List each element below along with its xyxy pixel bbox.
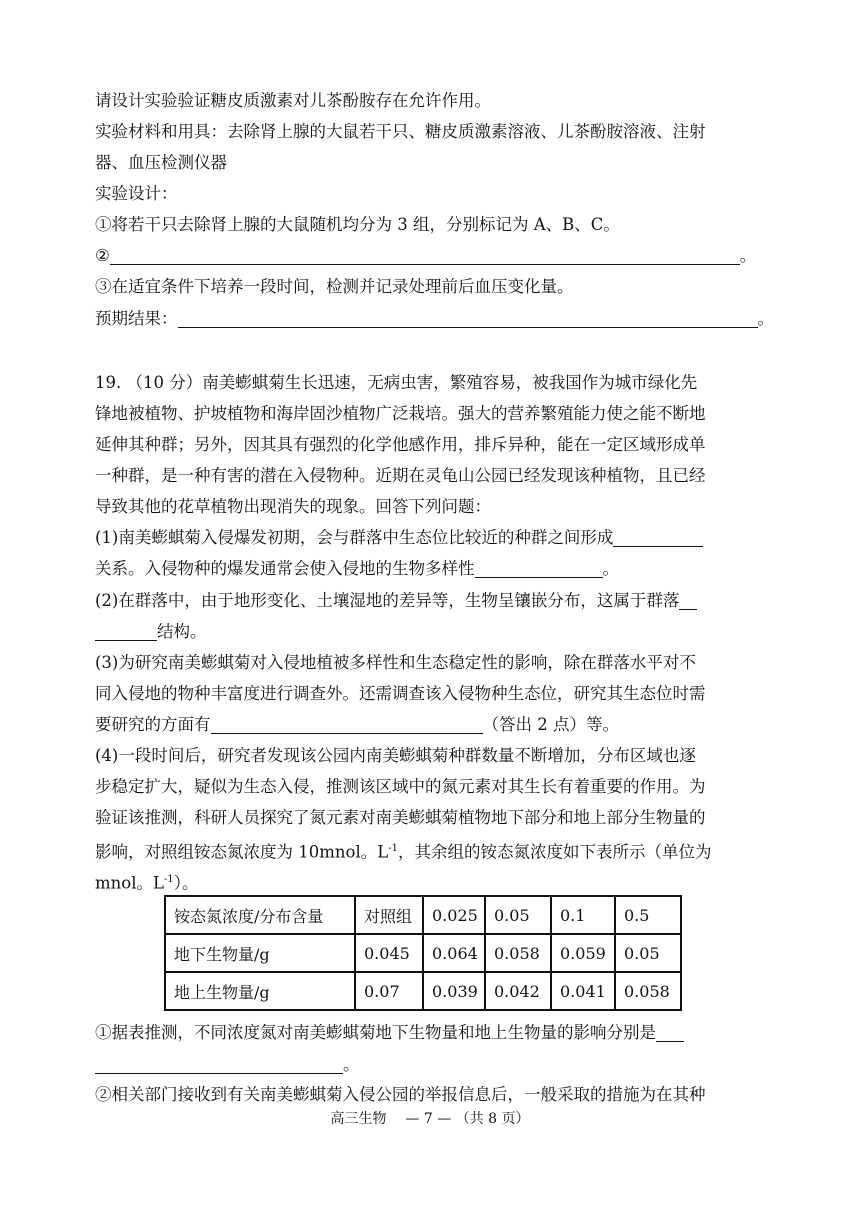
table-cell: 0.059 <box>551 934 615 972</box>
header-cell: 对照组 <box>355 896 423 934</box>
text-line <box>95 152 227 174</box>
text-line <box>95 527 703 549</box>
answer-blank[interactable] <box>178 310 758 328</box>
text-line <box>95 807 706 829</box>
text: 一种群，是一种有害的潜在入侵物种。近期在灵龟山公园已经发现该种植物，且已经 <box>95 466 706 485</box>
table-cell: 0.07 <box>355 972 423 1010</box>
header-cell: 铵态氮浓度/分布含量 <box>165 896 355 934</box>
text: (2)在群落中，由于地形变化、土壤湿地的差异等，生物呈镶嵌分布，这属于群落 <box>95 591 680 610</box>
text-line <box>95 621 207 643</box>
text: （答出 2 点）等。 <box>482 715 619 734</box>
text-line <box>95 308 774 330</box>
text: 。 <box>757 309 774 328</box>
text: 验证该推测，科研人员探究了氮元素对南美蟛蜞菊植物地下部分和地上部分生物量的 <box>95 808 706 827</box>
text: 要研究的方面有 <box>95 715 211 734</box>
text-line <box>95 683 706 705</box>
table-cell: 0.05 <box>615 934 681 972</box>
text: ③在适宜条件下培养一段时间，检测并记录处理前后血压变化量。 <box>95 277 574 296</box>
text: 同入侵地的物种丰富度进行调查外。还需调查该入侵物种生态位，研究其生态位时需 <box>95 684 706 703</box>
text-line <box>95 183 178 205</box>
text: 。 <box>602 559 619 578</box>
text: mnol。L <box>95 873 164 893</box>
text-line <box>95 245 756 267</box>
page-footer <box>0 1108 860 1128</box>
answer-blank[interactable] <box>613 529 703 547</box>
text: ）。 <box>173 873 199 893</box>
question-19-line <box>95 372 697 394</box>
row-label: 地上生物量/g <box>165 972 355 1010</box>
text: 步稳定扩大，疑似为生态入侵，推测该区域中的氮元素对其生长有着重要的作用。为 <box>95 777 706 796</box>
text: 影响，对照组铵态氮浓度为 10mnol。L <box>95 842 389 862</box>
text: ①据表推测，不同浓度氮对南美蟛蜞菊地下生物量和地上生物量的影响分别是 <box>95 1023 656 1042</box>
text-line <box>95 558 619 580</box>
answer-blank[interactable] <box>110 247 740 265</box>
text: 结构。 <box>157 622 207 641</box>
step-marker: ② <box>95 246 110 265</box>
text: 实验材料和用具：去除肾上腺的大鼠若干只、糖皮质激素溶液、儿茶酚胺溶液、注射 <box>95 122 706 141</box>
table-cell: 0.045 <box>355 934 423 972</box>
text: (3)为研究南美蟛蜞菊对入侵地植被多样性和生态稳定性的影响，除在群落水平对不 <box>95 653 696 672</box>
header-cell: 0.1 <box>551 896 615 934</box>
text-line <box>95 1054 360 1076</box>
text-line <box>95 776 706 798</box>
table-cell: 0.041 <box>551 972 615 1010</box>
total-pages: （共 8 页） <box>455 1111 530 1127</box>
text: 实验设计： <box>95 184 178 203</box>
header-cell: 0.025 <box>423 896 485 934</box>
text: 19. （10 分）南美蟛蜞菊生长迅速，无病虫害，繁殖容易，被我国作为城市绿化先 <box>95 373 698 392</box>
answer-blank[interactable] <box>95 623 157 641</box>
text-line <box>95 838 711 864</box>
text: 。 <box>739 246 757 265</box>
text-line <box>95 276 574 298</box>
text: 导致其他的花草植物出现消失的现象。回答下列问题： <box>95 497 491 516</box>
text-line <box>95 590 697 612</box>
text: (1)南美蟛蜞菊入侵爆发初期，会与群落中生态位比较近的种群之间形成 <box>95 528 614 547</box>
text: 器、血压检测仪器 <box>95 153 227 172</box>
answer-blank[interactable] <box>656 1024 684 1042</box>
table-row <box>165 972 681 1010</box>
answer-blank[interactable] <box>679 592 697 610</box>
text: ，其余组的铵态氮浓度如下表所示（单位为 <box>397 842 712 862</box>
text-line <box>95 214 620 236</box>
text-line <box>95 403 706 425</box>
table-cell: 0.058 <box>615 972 681 1010</box>
row-label: 地下生物量/g <box>165 934 355 972</box>
text-line <box>95 714 619 736</box>
nitrogen-biomass-table <box>164 895 682 1011</box>
table-row <box>165 934 681 972</box>
text-line <box>95 1022 684 1044</box>
table-cell: 0.058 <box>485 934 551 972</box>
text-line <box>95 121 706 143</box>
table-cell: 0.042 <box>485 972 551 1010</box>
text: 关系。入侵物种的爆发通常会使入侵地的生物多样性 <box>95 559 475 578</box>
answer-blank[interactable] <box>475 560 603 578</box>
text: 锋地被植物、护坡植物和海岸固沙植物广泛栽培。强大的营养繁殖能力使之能不断地 <box>95 404 706 423</box>
text-line <box>95 496 491 518</box>
text-line <box>95 869 198 895</box>
text: 请设计实验验证糖皮质激素对儿茶酚胺存在允许作用。 <box>95 91 491 110</box>
text: 延伸其种群；另外，因其具有强烈的化学他感作用，排斥异种，能在一定区域形成单 <box>95 435 706 454</box>
label: 预期结果： <box>95 309 178 328</box>
table-header-row <box>165 896 681 934</box>
text: ①将若干只去除肾上腺的大鼠随机均分为 3 组，分别标记为 A、B、C。 <box>95 215 620 234</box>
superscript: -1 <box>388 843 398 854</box>
answer-blank[interactable] <box>211 716 483 734</box>
superscript: -1 <box>163 874 174 885</box>
answer-blank[interactable] <box>95 1056 343 1074</box>
text: ②相关部门接收到有关南美蟛蜞菊入侵公园的举报信息后，一般采取的措施为在其种 <box>95 1085 706 1104</box>
footer-subject: 高三生物 <box>330 1111 387 1127</box>
header-cell: 0.05 <box>485 896 551 934</box>
text: 。 <box>343 1055 360 1074</box>
text-line <box>95 434 706 456</box>
text-line <box>95 465 706 487</box>
text: (4)一段时间后，研究者发现该公园内南美蟛蜞菊种群数量不断增加，分布区域也逐 <box>95 746 696 765</box>
page-number: — 7 — <box>405 1111 452 1127</box>
table-cell: 0.064 <box>423 934 485 972</box>
text-line <box>95 652 696 674</box>
text-line <box>95 745 696 767</box>
header-cell: 0.5 <box>615 896 681 934</box>
text-line <box>95 1084 706 1106</box>
text-line <box>95 90 491 112</box>
table-cell: 0.039 <box>423 972 485 1010</box>
